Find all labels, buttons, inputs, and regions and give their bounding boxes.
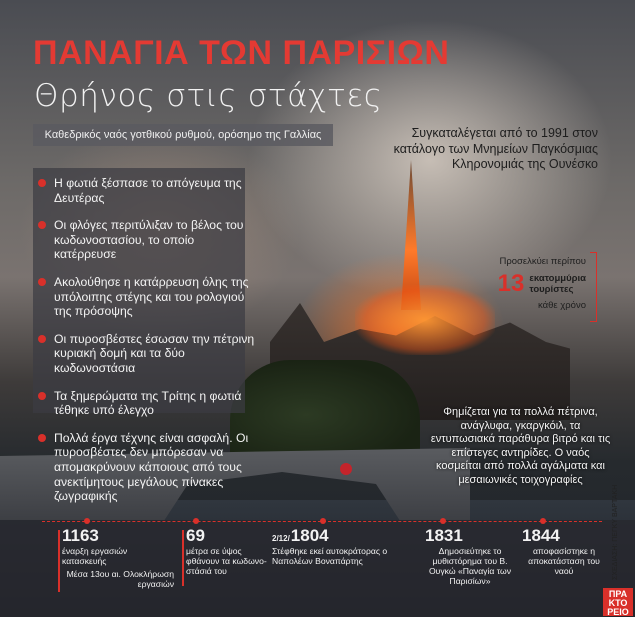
timeline-dot [84, 518, 90, 524]
fire-glow [355, 285, 495, 355]
timeline-event-1831 [425, 526, 515, 586]
timeline-dot [540, 518, 546, 524]
visitors-row [482, 270, 586, 298]
event-year: 2/12/1804 [272, 526, 329, 545]
event-text: αποφασίστηκε η αποκατάσταση του ναού [528, 546, 600, 576]
list-item: Οι φλόγες περιτύλιξαν το βέλος του κωδωνοστασίου, το οποίο κατέρρευσε [37, 218, 257, 262]
visitors-unit: εκατομμύρια τουρίστες [529, 273, 586, 295]
event-text: Δημοσιεύτηκε το μυθιστόρημα του Β. Ουγκώ «Παναγία των Παρισίων» [428, 546, 512, 586]
event-text: μέτρα σε ύψος φθάνουν τα κωδωνο-στάσιά του [186, 546, 267, 576]
event-text: έναρξη εργασιών κατασκευής [62, 546, 128, 566]
event-year: 1831 [425, 526, 463, 545]
page-subtitle: Θρήνος στις στάχτες [34, 78, 383, 114]
list-item: Τα ξημερώματα της Τρίτης η φωτιά τέθηκε υπό έλεγχο [37, 389, 257, 418]
no-entry-sign-icon [340, 463, 352, 475]
praktoreio-logo: ΠΡΑ ΚΤΟ ΡΕΙΟ [603, 588, 633, 616]
bullet-icon [38, 335, 46, 343]
bullet-icon [38, 434, 46, 442]
tagline-bar: Καθεδρικός ναός γοτθικού ρυθμού, ορόσημο της Γαλλίας [33, 124, 333, 146]
visitors-bracket [590, 252, 597, 322]
event-year: 1844 [522, 526, 560, 545]
timeline-event-1844 [522, 526, 606, 576]
heritage-description: Φημίζεται για τα πολλά πέτρινα, ανάγλυφα, γκαργκόιλ, τα εντυπωσιακά παράθυρα βιτρό και τις επίστεγες αντηρίδες. Ο ναός κοσμείται από πολλά αγάλματα και μεσαιωνικές τοιχογραφίες [430, 406, 611, 486]
list-item: Οι πυροσβέστες έσωσαν την πέτρινη κυριακή δομή και τα δύο κωδωνοστάσια [37, 332, 257, 376]
list-item: Πολλά έργα τέχνης είναι ασφαλή. Οι πυροσβέστες δεν μπόρεσαν να απομακρύνουν κάποιους από τους ανεκτίμητους μεγάλους πίνακες ζωγραφικής [37, 431, 257, 504]
event-text: Στέφθηκε εκεί αυτοκράτορας ο Ναπολέων Βοναπάρτης [272, 546, 388, 566]
design-credit: ΣΧΕΔΙΑΣΗ: ΠΕΓΚΥ ΒΑΡΤΑΚΗ [612, 484, 619, 580]
list-item: Η φωτιά ξέσπασε το απόγευμα της Δευτέρας [37, 176, 257, 205]
visitors-bottom-label: κάθε χρόνο [538, 300, 586, 311]
timeline-event-1163 [62, 526, 174, 589]
timeline-dot [193, 518, 199, 524]
page-title: ΠΑΝΑΓΙΑ ΤΩΝ ΠΑΡΙΣΙΩΝ [33, 34, 450, 72]
timeline-event-1804 [272, 526, 412, 566]
timeline-dot [440, 518, 446, 524]
visitors-stat [482, 256, 586, 311]
bullet-icon [38, 278, 46, 286]
visitors-top-label: Προσελκύει περίπου [499, 256, 586, 267]
bullet-icon [38, 221, 46, 229]
unesco-note: Συγκαταλέγεται από το 1991 στον κατάλογο των Μνημείων Παγκόσμιας Κληρονομιάς της Ουνέσκο [393, 126, 598, 171]
event-text-secondary: Μέσα 13ου αι. Ολοκλήρωση εργασιών [66, 569, 174, 589]
event-year: 69 [186, 526, 205, 545]
timeline-event-height [186, 526, 270, 576]
timeline-dot [320, 518, 326, 524]
visitors-number: 13 [497, 270, 525, 297]
events-list [37, 176, 257, 517]
list-item: Ακολούθησε η κατάρρευση όλης της υπόλοιπης στέγης και του ρολογιού της πρόσοψης [37, 275, 257, 319]
event-year: 1163 [62, 526, 99, 545]
bullet-icon [38, 179, 46, 187]
bullet-icon [38, 392, 46, 400]
